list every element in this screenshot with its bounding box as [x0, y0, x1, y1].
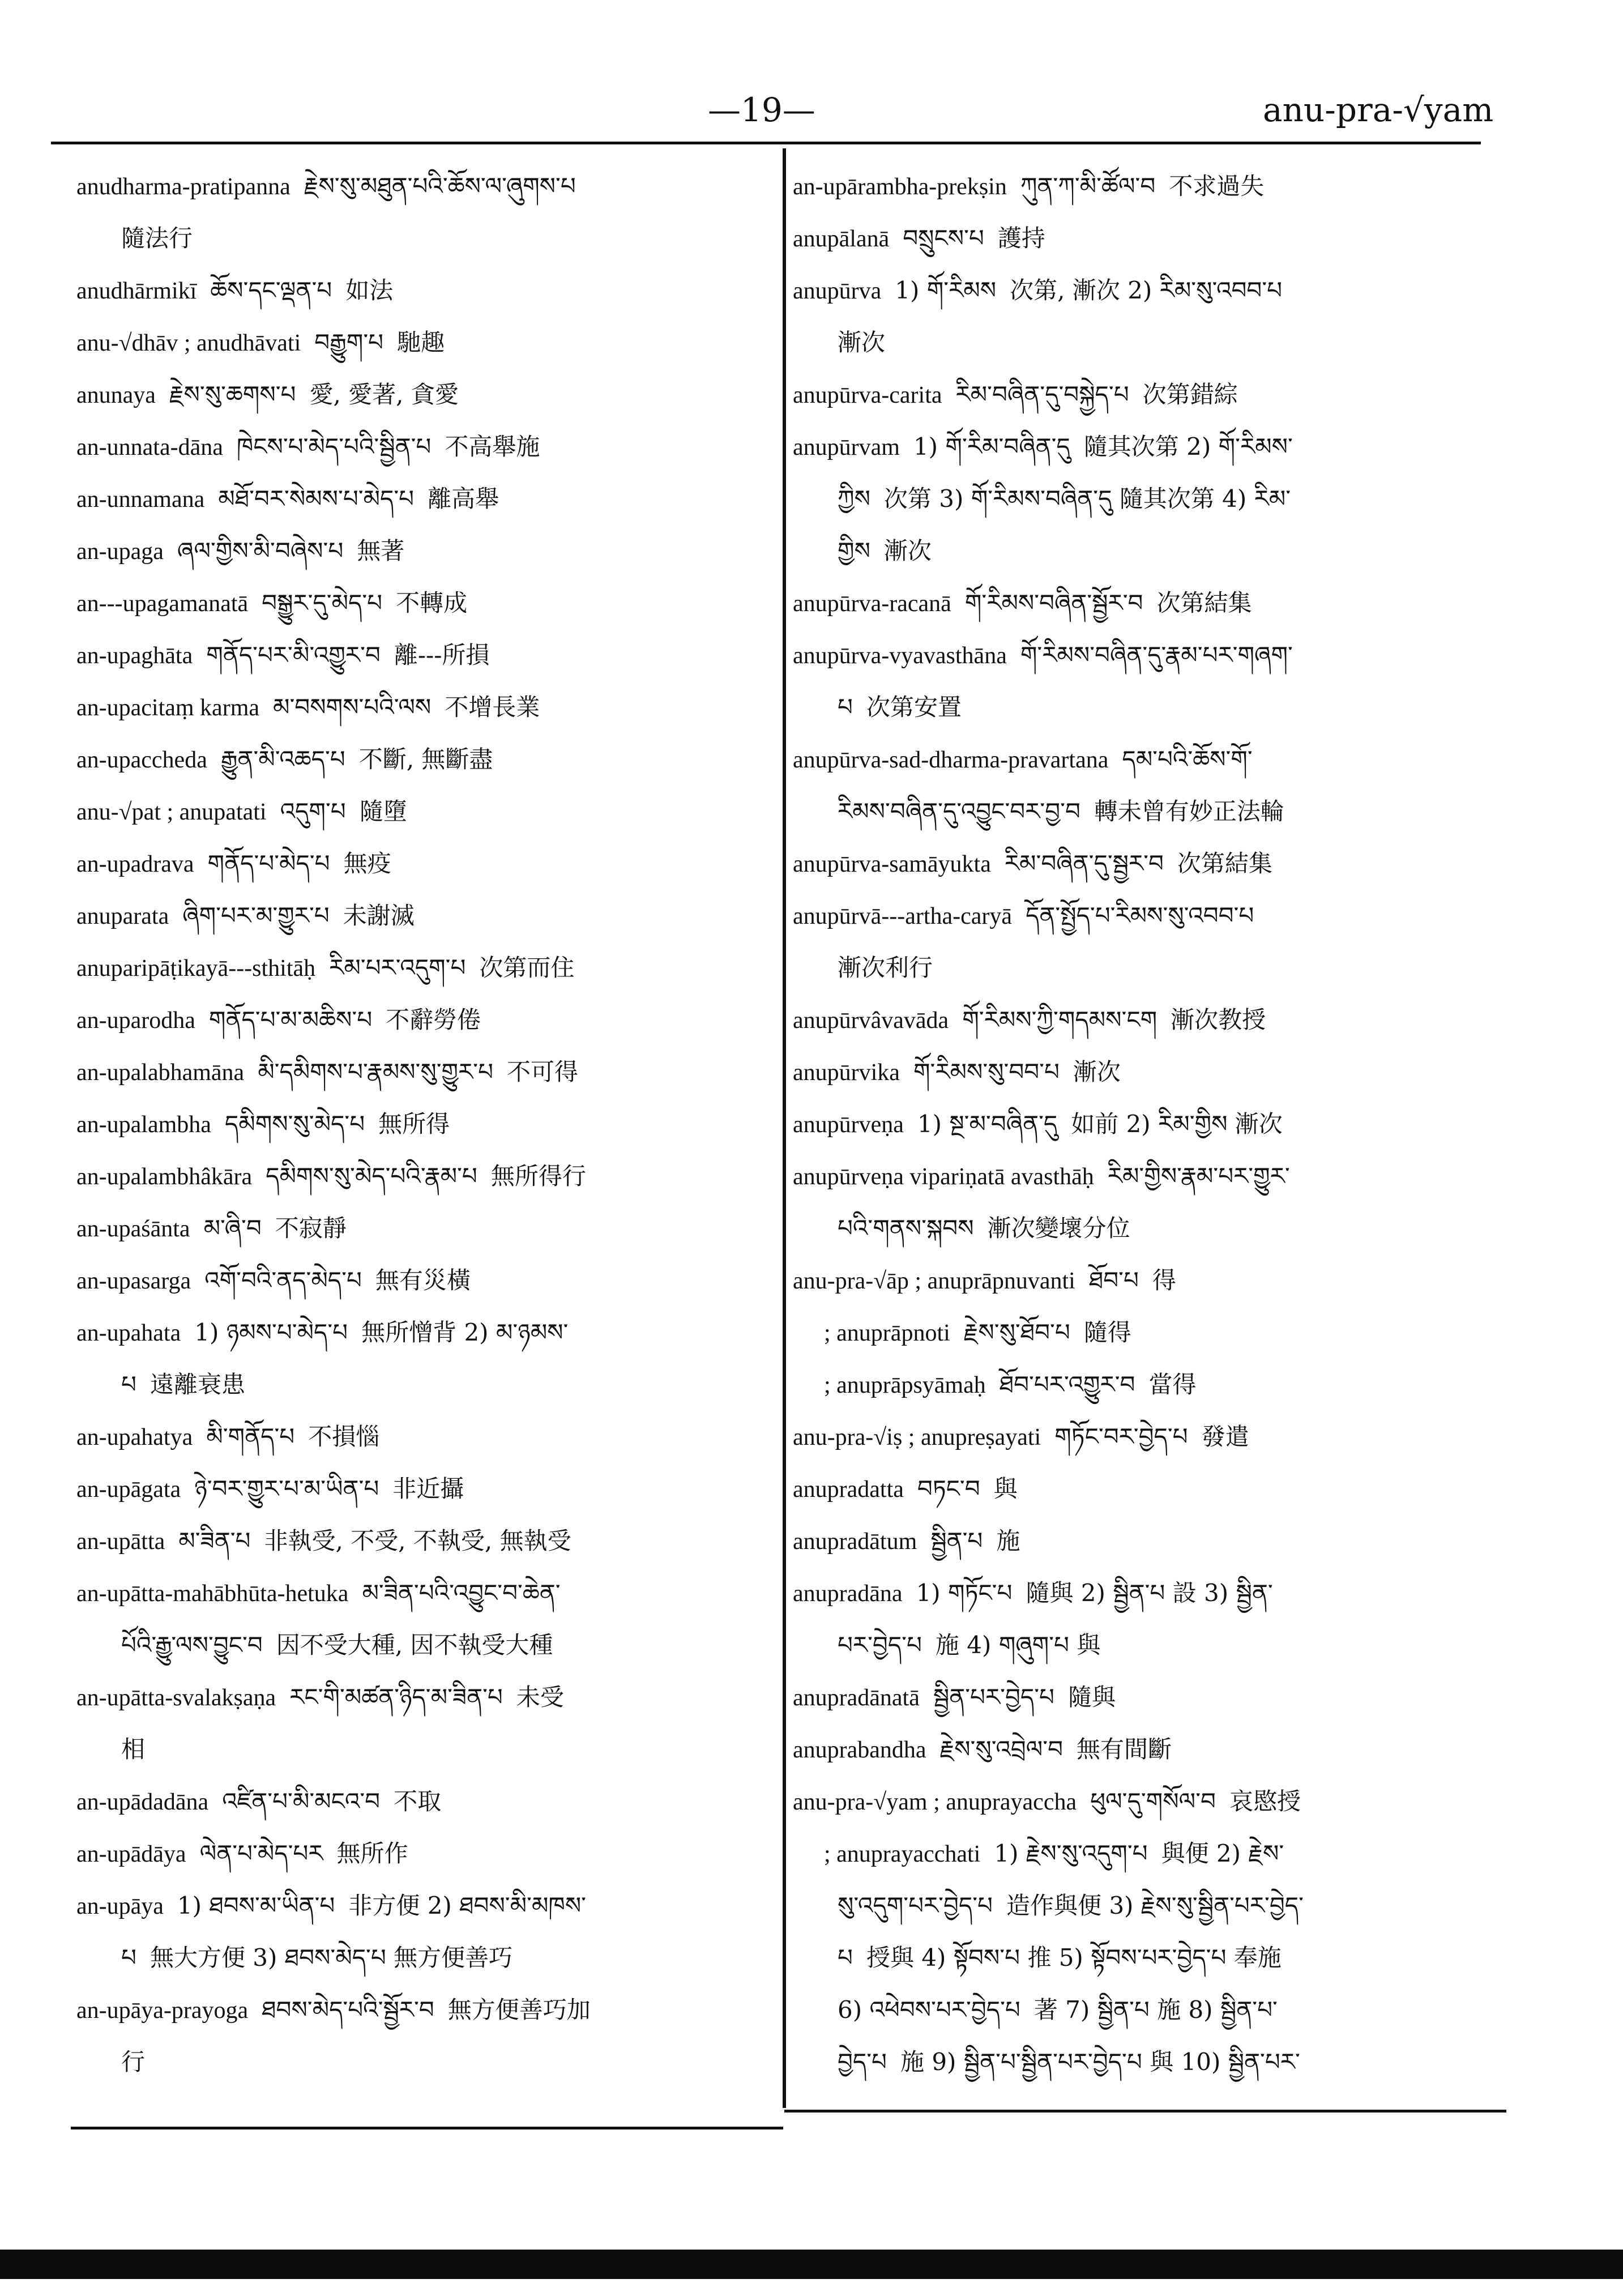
- dictionary-entry-line: [793, 1046, 1501, 1098]
- chinese-gloss: 護持: [997, 224, 1045, 252]
- chinese-gloss: 非近攝: [392, 1475, 464, 1503]
- chinese-gloss: 漸次教授: [1171, 1006, 1266, 1034]
- tibetan-text: འགོ་བའི་ནད་མེད་པ: [204, 1266, 362, 1294]
- headword: anupūrvā---artha-caryā: [793, 903, 1013, 929]
- headword: an-upalabhamāna: [76, 1060, 245, 1086]
- tibetan-text: མི་གནོད་པ: [206, 1423, 295, 1450]
- tibetan-text: ཞལ་གྱིས་མི་བཞེས་པ: [177, 537, 344, 565]
- tibetan-text: མཐོ་བར་སེམས་པ་མེད་པ: [218, 485, 415, 513]
- chinese-gloss: 不損惱: [308, 1423, 380, 1450]
- headword: an---upagamanatā: [76, 591, 249, 617]
- chinese-gloss: 離---所損: [394, 641, 490, 669]
- chinese-gloss: 次第, 漸次 2) རིམ་སུ་འབབ་པ: [1010, 276, 1283, 304]
- scan-edge-bar: [0, 2250, 1623, 2279]
- dictionary-entry-line: [76, 681, 770, 733]
- chinese-gloss: 遠離衰患: [150, 1371, 245, 1398]
- chinese-gloss: 無有災橫: [375, 1266, 471, 1294]
- page-number: —19—: [708, 91, 815, 129]
- chinese-gloss: 因不受大種, 因不執受大種: [276, 1631, 553, 1659]
- dictionary-entry-line: [793, 1932, 1501, 1984]
- tibetan-text: 1) ཐབས་མ་ཡིན་པ: [177, 1892, 335, 1919]
- chinese-gloss: 無所得行: [490, 1162, 586, 1190]
- chinese-gloss: 非方便 2) ཐབས་མི་མཁས་: [348, 1892, 586, 1919]
- chinese-gloss: 授與 4) སྟོབས་པ 推 5) སྟོབས་པར་བྱེད་པ 奉施: [866, 1944, 1282, 1971]
- right-column: [793, 160, 1501, 2088]
- dictionary-entry-line: [76, 264, 770, 317]
- chinese-gloss: 隨墮: [359, 797, 407, 825]
- tibetan-text: 1) རྗེས་སུ་འདུག་པ: [994, 1840, 1148, 1867]
- dictionary-entry-line: [76, 525, 770, 577]
- dictionary-entry-line: [793, 2036, 1501, 2088]
- chinese-gloss: 著 7) སྦྱིན་པ 施 8) སྦྱིན་པ་: [1033, 1996, 1278, 2024]
- dictionary-entry-line: [76, 1515, 770, 1567]
- headword: an-uparodha: [76, 1008, 195, 1034]
- dictionary-entry-line: [76, 421, 770, 473]
- chinese-gloss: 相: [121, 1735, 146, 1763]
- headword: an-upalambhâkāra: [76, 1164, 253, 1190]
- tibetan-text: རྗེས་སུ་འབྲེལ་བ: [939, 1735, 1064, 1763]
- tibetan-text: ལེན་པ་མེད་པར: [199, 1840, 323, 1867]
- tibetan-text: ཕུལ་དུ་གསོལ་བ: [1090, 1787, 1216, 1815]
- dictionary-entry-line: [793, 1776, 1501, 1828]
- tibetan-text: གནོད་པ་མ་མཆིས་པ: [208, 1006, 373, 1034]
- chinese-gloss: 次第結集: [1177, 850, 1272, 877]
- dictionary-entry-line: [793, 369, 1501, 421]
- tibetan-text: པ: [121, 1944, 136, 1971]
- headword: an-upaccheda: [76, 747, 207, 773]
- headword: an-upahata: [76, 1320, 181, 1346]
- headword: an-unnamana: [76, 486, 205, 513]
- tibetan-text: ཁེངས་པ་མེད་པའི་སྦྱིན་པ: [236, 433, 432, 460]
- tibetan-text: མ་ཞི་བ: [203, 1214, 262, 1242]
- headword: anunaya: [76, 382, 156, 408]
- dictionary-entry-line: [76, 786, 770, 838]
- headword: anu-√pat ; anupatati: [76, 799, 267, 825]
- headword: an-upasarga: [76, 1268, 191, 1294]
- chinese-gloss: 離高舉: [428, 485, 499, 513]
- headword: an-upātta-svalakṣaṇa: [76, 1685, 276, 1711]
- dictionary-entry-line: [76, 1463, 770, 1515]
- chinese-gloss: 當得: [1148, 1371, 1197, 1398]
- left-column: [76, 160, 770, 2088]
- headword: anupūrva-sad-dharma-pravartana: [793, 747, 1109, 773]
- headword: ; anuprayacchati: [824, 1841, 981, 1867]
- dictionary-entry-line: [793, 1098, 1501, 1150]
- headword: an-unnata-dāna: [76, 434, 223, 460]
- headword: anupradānatā: [793, 1685, 920, 1711]
- dictionary-entry-line: [76, 2036, 770, 2088]
- tibetan-text: གོ་རིམས་སུ་བབ་པ: [913, 1058, 1060, 1086]
- tibetan-text: གནོད་པར་མི་འགྱུར་བ: [206, 641, 381, 669]
- chinese-gloss: 無著: [357, 537, 405, 565]
- tibetan-text: དམ་པའི་ཆོས་གོ་: [1122, 745, 1253, 773]
- dictionary-entry-line: [76, 890, 770, 942]
- headword: anupūrvam: [793, 434, 900, 460]
- headword: an-upāgata: [76, 1476, 181, 1503]
- chinese-gloss: 行: [121, 2048, 146, 2076]
- chinese-gloss: 隨與 2) སྦྱིན་པ 設 3) སྦྱིན་: [1026, 1579, 1273, 1607]
- headword: anuparata: [76, 903, 169, 929]
- dictionary-entry-line: [793, 1307, 1501, 1359]
- chinese-gloss: 發遣: [1201, 1423, 1249, 1450]
- dictionary-entry-line: [76, 1671, 770, 1723]
- chinese-gloss: 如法: [345, 276, 394, 304]
- dictionary-entry-line: [76, 1619, 770, 1671]
- chinese-gloss: 無所作: [336, 1840, 408, 1867]
- tibetan-text: རྒྱུན་མི་འཆད་པ: [220, 745, 345, 773]
- chinese-gloss: 次第而住: [479, 954, 575, 981]
- chinese-gloss: 與便 2) རྗེས་: [1161, 1840, 1284, 1867]
- headword: an-upadrava: [76, 851, 194, 877]
- dictionary-entry-line: [793, 1463, 1501, 1515]
- tibetan-text: རིམས་བཞིན་དུ་འབྱུང་བར་བྱ་བ: [838, 797, 1080, 825]
- headword: anupradātum: [793, 1529, 917, 1555]
- chinese-gloss: 未謝滅: [343, 902, 415, 929]
- tibetan-text: པར་བྱེད་པ: [838, 1631, 922, 1659]
- headword: anuprabandha: [793, 1737, 926, 1763]
- dictionary-entry-line: [76, 1359, 770, 1411]
- top-rule: [51, 142, 1481, 144]
- tibetan-text: མ་བསགས་པའི་ལས: [273, 693, 432, 721]
- dictionary-entry-line: [793, 473, 1501, 525]
- chinese-gloss: 得: [1152, 1266, 1176, 1294]
- tibetan-text: ཐོབ་པར་འགྱུར་བ: [999, 1371, 1135, 1398]
- headword: anudharma-pratipanna: [76, 174, 291, 200]
- chinese-gloss: 造作與便 3) རྗེས་སུ་སྦྱིན་པར་བྱེད་: [1006, 1892, 1304, 1919]
- headword: anupūrva-carita: [793, 382, 942, 408]
- headword: an-upaśānta: [76, 1216, 190, 1242]
- bottom-rule-right: [784, 2110, 1506, 2113]
- headword: an-upacitaṃ karma: [76, 695, 259, 721]
- dictionary-entry-line: [793, 890, 1501, 942]
- tibetan-text: ཐོབ་པ: [1088, 1266, 1139, 1294]
- dictionary-entry-line: [793, 160, 1501, 212]
- chinese-gloss: 施: [996, 1527, 1020, 1555]
- chinese-gloss: 非執受, 不受, 不執受, 無執受: [264, 1527, 571, 1555]
- tibetan-text: གྱིས: [838, 537, 870, 565]
- dictionary-entry-line: [76, 1046, 770, 1098]
- dictionary-entry-line: [793, 681, 1501, 733]
- dictionary-entry-line: [76, 577, 770, 629]
- tibetan-text: མི་དམིགས་པ་རྣམས་སུ་གྱུར་པ: [258, 1058, 493, 1086]
- dictionary-entry-line: [76, 1411, 770, 1463]
- chinese-gloss: 不辭勞倦: [386, 1006, 481, 1034]
- headword: ; anuprāpnoti: [824, 1320, 950, 1346]
- tibetan-text: ཀུན་ཀ་མི་ཚོལ་བ: [1020, 172, 1156, 200]
- tibetan-text: རིམ་བཞིན་དུ་སྦྱར་བ: [1004, 850, 1164, 877]
- chinese-gloss: 無所得: [378, 1110, 450, 1138]
- dictionary-entry-line: [76, 994, 770, 1046]
- chinese-gloss: 隨其次第 2) གོ་རིམས་: [1083, 433, 1293, 460]
- tibetan-text: པ: [838, 1944, 853, 1971]
- dictionary-entry-line: [76, 160, 770, 212]
- dictionary-entry-line: [76, 1723, 770, 1776]
- headword: anupūrveṇa vipariṇatā avasthāḥ: [793, 1164, 1094, 1190]
- dictionary-entry-line: [76, 1828, 770, 1880]
- headword: an-upādāya: [76, 1841, 186, 1867]
- tibetan-text: ཉེ་བར་གྱུར་པ་མ་ཡིན་པ: [194, 1475, 379, 1503]
- tibetan-text: སྦྱིན་པ: [930, 1527, 983, 1555]
- dictionary-entry-line: [793, 317, 1501, 369]
- dictionary-entry-line: [76, 1202, 770, 1254]
- headword: an-upārambha-prekṣin: [793, 174, 1007, 200]
- tibetan-text: ཆོས་དང་ལྡན་པ: [210, 276, 332, 304]
- dictionary-entry-line: [793, 1150, 1501, 1202]
- chinese-gloss: 與: [993, 1475, 1018, 1503]
- chinese-gloss: 不斷, 無斷盡: [358, 745, 493, 773]
- dictionary-entry-line: [793, 212, 1501, 264]
- chinese-gloss: 隨法行: [121, 224, 193, 252]
- dictionary-entry-line: [793, 1515, 1501, 1567]
- chinese-gloss: 不求過失: [1169, 172, 1265, 200]
- tibetan-text: རིམ་པར་འདུག་པ: [329, 954, 466, 981]
- dictionary-entry-line: [76, 369, 770, 421]
- chinese-gloss: 次第安置: [866, 693, 962, 721]
- dictionary-entry-line: [793, 838, 1501, 890]
- dictionary-entry-line: [76, 1880, 770, 1932]
- tibetan-text: རྗེས་སུ་ཐོབ་པ: [963, 1318, 1070, 1346]
- headword: an-upātta: [76, 1529, 165, 1555]
- headword: anudhārmikī: [76, 278, 197, 304]
- headword: anu-√dhāv ; anudhāvati: [76, 330, 301, 356]
- tibetan-text: གོ་རིམས་བཞིན་དུ་རྣམ་པར་གཞག་: [1020, 641, 1293, 669]
- tibetan-text: དོན་སྤྱོད་པ་རིམས་སུ་འབབ་པ: [1026, 902, 1254, 929]
- dictionary-entry-line: [793, 421, 1501, 473]
- dictionary-entry-line: [793, 733, 1501, 786]
- tibetan-text: ཞིག་པར་མ་གྱུར་པ: [182, 902, 330, 929]
- tibetan-text: གོ་རིམས་ཀྱི་གདམས་ངག: [962, 1006, 1158, 1034]
- dictionary-entry-line: [76, 942, 770, 994]
- tibetan-text: ཀྱིས: [838, 485, 870, 513]
- tibetan-text: བསྒྱུར་དུ་མེད་པ: [262, 589, 383, 617]
- tibetan-text: 1) གོ་རིམས: [895, 276, 997, 304]
- tibetan-text: བཏང་བ: [917, 1475, 980, 1503]
- chinese-gloss: 漸次: [883, 537, 932, 565]
- headword: anupradatta: [793, 1476, 904, 1503]
- dictionary-entry-line: [76, 1776, 770, 1828]
- tibetan-text: སུ་འདུག་པར་བྱེད་པ: [838, 1892, 993, 1919]
- headword: anupūrvika: [793, 1060, 900, 1086]
- running-head: anu-pra-√yam: [1263, 91, 1494, 129]
- chinese-gloss: 無疫: [343, 850, 391, 877]
- headword: an-upāya: [76, 1893, 164, 1919]
- chinese-gloss: 愛, 愛著, 貪愛: [309, 381, 459, 408]
- tibetan-text: བརྒྱུག་པ: [314, 328, 384, 356]
- headword: anupālanā: [793, 226, 890, 252]
- dictionary-entry-line: [793, 1359, 1501, 1411]
- tibetan-text: འཛིན་པ་མི་མངའ་བ: [222, 1787, 381, 1815]
- dictionary-entry-line: [76, 629, 770, 681]
- tibetan-text: རྗེས་སུ་མཐུན་པའི་ཆོས་ལ་ཞུགས་པ: [304, 172, 576, 200]
- headword: anupūrveṇa: [793, 1112, 904, 1138]
- dictionary-entry-line: [76, 1567, 770, 1619]
- tibetan-text: པོའི་རྒྱུ་ལས་བྱུང་བ: [121, 1631, 263, 1659]
- chinese-gloss: 馳趣: [397, 328, 445, 356]
- headword: anupūrva-vyavasthāna: [793, 643, 1007, 669]
- chinese-gloss: 次第錯綜: [1142, 381, 1238, 408]
- headword: anu-pra-√āp ; anuprāpnuvanti: [793, 1268, 1075, 1294]
- chinese-gloss: 未受: [516, 1683, 564, 1711]
- chinese-gloss: 漸次變壞分位: [987, 1214, 1130, 1242]
- dictionary-entry-line: [793, 264, 1501, 317]
- tibetan-text: སྦྱིན་པར་བྱེད་པ: [933, 1683, 1054, 1711]
- headword: an-upaga: [76, 539, 164, 565]
- tibetan-text: གོ་རིམས་བཞིན་སྦྱོར་བ: [964, 589, 1143, 617]
- tibetan-text: མ་ཟིན་པ: [178, 1527, 251, 1555]
- dictionary-entry-line: [76, 1254, 770, 1307]
- chinese-gloss: 漸次利行: [838, 954, 933, 981]
- dictionary-entry-line: [76, 473, 770, 525]
- tibetan-text: དམིགས་སུ་མེད་པ: [224, 1110, 365, 1138]
- dictionary-entry-line: [793, 786, 1501, 838]
- dictionary-entry-line: [76, 1307, 770, 1359]
- tibetan-text: 1) ཉམས་པ་མེད་པ: [194, 1318, 348, 1346]
- tibetan-text: བྱེད་པ: [838, 2048, 887, 2076]
- dictionary-entry-line: [793, 525, 1501, 577]
- chinese-gloss: 施 4) གཞུག་པ 與: [935, 1631, 1101, 1659]
- dictionary-entry-line: [76, 1932, 770, 1984]
- dictionary-entry-line: [76, 733, 770, 786]
- chinese-gloss: 不增長業: [445, 693, 540, 721]
- chinese-gloss: 隨與: [1067, 1683, 1116, 1711]
- chinese-gloss: 不可得: [507, 1058, 579, 1086]
- dictionary-entry-line: [793, 942, 1501, 994]
- dictionary-entry-line: [76, 212, 770, 264]
- tibetan-text: 1) གོ་རིམ་བཞིན་དུ: [913, 433, 1070, 460]
- chinese-gloss: 無大方便 3) ཐབས་མེད་པ 無方便善巧: [150, 1944, 513, 1971]
- dictionary-entry-line: [76, 1098, 770, 1150]
- chinese-gloss: 不取: [394, 1787, 442, 1815]
- dictionary-entry-line: [76, 838, 770, 890]
- dictionary-entry-line: [76, 1150, 770, 1202]
- headword: anu-pra-√yam ; anuprayaccha: [793, 1789, 1077, 1815]
- tibetan-text: རིམ་གྱིས་རྣམ་པར་གྱུར་: [1107, 1162, 1290, 1190]
- chinese-gloss: 漸次: [838, 328, 886, 356]
- dictionary-entry-line: [793, 1671, 1501, 1723]
- column-divider: [783, 148, 786, 2108]
- dictionary-entry-line: [793, 577, 1501, 629]
- tibetan-text: གནོད་པ་མེད་པ: [207, 850, 330, 877]
- bottom-rule-left: [71, 2127, 783, 2129]
- chinese-gloss: 轉未曾有妙正法輪: [1094, 797, 1284, 825]
- headword: an-upahatya: [76, 1424, 193, 1450]
- dictionary-entry-line: [76, 1984, 770, 2036]
- dictionary-entry-line: [793, 1567, 1501, 1619]
- chinese-gloss: 不轉成: [396, 589, 468, 617]
- chinese-gloss: 不寂靜: [275, 1214, 347, 1242]
- dictionary-entry-line: [793, 994, 1501, 1046]
- chinese-gloss: 次第結集: [1156, 589, 1252, 617]
- tibetan-text: དམིགས་སུ་མེད་པའི་རྣམ་པ: [266, 1162, 477, 1190]
- tibetan-text: ཐབས་མེད་པའི་སྦྱོར་བ: [262, 1996, 434, 2024]
- chinese-gloss: 施 9) སྦྱིན་པ་སྦྱིན་པར་བྱེད་པ 與 10) སྦྱིན་པར་: [900, 2048, 1300, 2076]
- headword: an-upātta-mahābhūta-hetuka: [76, 1581, 349, 1607]
- chinese-gloss: 無有間斷: [1077, 1735, 1172, 1763]
- chinese-gloss: 隨得: [1083, 1318, 1131, 1346]
- dictionary-entry-line: [793, 1880, 1501, 1932]
- headword: anuparipāṭikayā---sthitāḥ: [76, 955, 316, 981]
- chinese-gloss: 如前 2) རིམ་གྱིས 漸次: [1071, 1110, 1283, 1138]
- dictionary-entry-line: [793, 1984, 1501, 2036]
- chinese-gloss: 次第 3) གོ་རིམས་བཞིན་དུ 隨其次第 4) རིམ་: [883, 485, 1291, 513]
- tibetan-text: རིམ་བཞིན་དུ་བསྐྱེད་པ: [955, 381, 1129, 408]
- headword: anupūrva: [793, 278, 882, 304]
- tibetan-text: པ: [838, 693, 853, 721]
- chinese-gloss: 無方便善巧加: [447, 1996, 591, 2024]
- dictionary-entry-line: [793, 1202, 1501, 1254]
- chinese-gloss: 哀愍授: [1229, 1787, 1301, 1815]
- tibetan-text: འདུག་པ: [280, 797, 346, 825]
- dictionary-entry-line: [76, 317, 770, 369]
- dictionary-entry-line: [793, 1619, 1501, 1671]
- headword: an-upalambha: [76, 1112, 211, 1138]
- tibetan-text: པའི་གནས་སྐབས: [838, 1214, 974, 1242]
- headword: an-upādadāna: [76, 1789, 209, 1815]
- tibetan-text: རང་གི་མཚན་ཉིད་མ་ཟིན་པ: [289, 1683, 503, 1711]
- tibetan-text: 1) སྔ་མ་བཞིན་དུ: [917, 1110, 1058, 1138]
- headword: anupūrva-racanā: [793, 591, 951, 617]
- chinese-gloss: 不高舉施: [445, 433, 540, 460]
- tibetan-text: 6) འཕེབས་པར་བྱེད་པ: [838, 1996, 1020, 2024]
- chinese-gloss: 無所憎背 2) མ་ཉམས་: [361, 1318, 569, 1346]
- headword: anu-pra-√iṣ ; anupreṣayati: [793, 1424, 1041, 1450]
- tibetan-text: མ་ཟིན་པའི་འབྱུང་བ་ཆེན་: [362, 1579, 561, 1607]
- headword: anupradāna: [793, 1581, 903, 1607]
- dictionary-entry-line: [793, 1723, 1501, 1776]
- tibetan-text: རྗེས་སུ་ཆགས་པ: [169, 381, 296, 408]
- headword: an-upaghāta: [76, 643, 193, 669]
- headword: anupūrvâvavāda: [793, 1008, 949, 1034]
- tibetan-text: བསྲུངས་པ: [903, 224, 984, 252]
- tibetan-text: པ: [121, 1371, 136, 1398]
- dictionary-entry-line: [793, 1254, 1501, 1307]
- headword: an-upāya-prayoga: [76, 1998, 249, 2024]
- dictionary-entry-line: [793, 629, 1501, 681]
- tibetan-text: གཏོང་བར་བྱེད་པ: [1054, 1423, 1188, 1450]
- chinese-gloss: 漸次: [1073, 1058, 1121, 1086]
- tibetan-text: 1) གཏོང་པ: [916, 1579, 1013, 1607]
- headword: ; anuprāpsyāmaḥ: [824, 1372, 986, 1398]
- dictionary-entry-line: [793, 1828, 1501, 1880]
- headword: anupūrva-samāyukta: [793, 851, 991, 877]
- dictionary-entry-line: [793, 1411, 1501, 1463]
